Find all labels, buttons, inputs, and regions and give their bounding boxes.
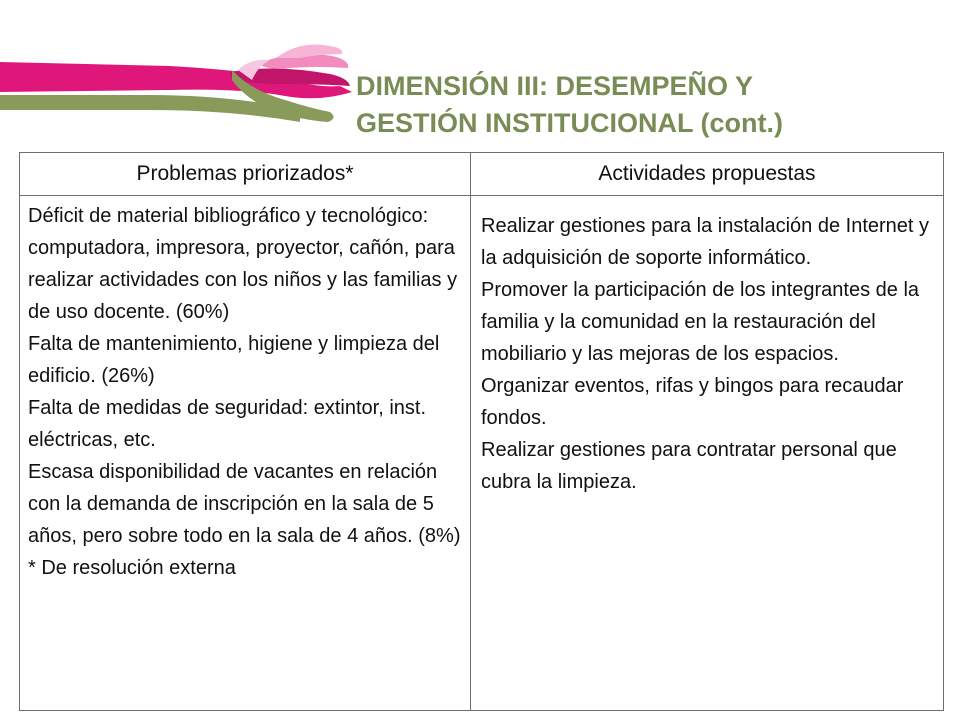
problem-item: Falta de mantenimiento, higiene y limpieza del edificio. (26%) <box>28 333 440 387</box>
header-problems: Problemas priorizados* <box>20 153 471 196</box>
footnote: * De resolución externa <box>28 557 236 579</box>
title-line-2: GESTIÓN INSTITUCIONAL (cont.) <box>356 108 783 138</box>
table-header-row <box>20 153 944 196</box>
problem-item: Déficit de material bibliográfico y tecnológico: computadora, impresora, proyector, cañón, para realizar actividades con los niños y las familias y de uso docente. (60%) <box>28 205 458 323</box>
activity-item: Realizar gestiones para contratar personal que cubra la limpieza. <box>481 439 897 493</box>
page-title <box>356 68 946 142</box>
problem-item: Falta de medidas de seguridad: extintor, inst. eléctricas, etc. <box>28 397 427 451</box>
activities-cell <box>471 196 944 711</box>
problems-cell <box>20 196 471 711</box>
activity-item: Organizar eventos, rifas y bingos para recaudar fondos. <box>481 375 904 429</box>
table-row <box>20 196 944 711</box>
activity-item: Realizar gestiones para la instalación de Internet y la adquisición de soporte informático. <box>481 215 930 269</box>
pink-finger-2 <box>276 45 342 59</box>
ribbon-hands-logo <box>0 0 370 150</box>
activity-item: Promover la participación de los integrantes de la familia y la comunidad en la restauración del mobiliario y las mejoras de los espacios. <box>481 279 920 365</box>
header-activities: Actividades propuestas <box>471 153 944 196</box>
priorities-table <box>19 152 944 711</box>
problem-item: Escasa disponibilidad de vacantes en relación con la demanda de inscripción en la sala de 5 años, pero sobre todo en la sala de 4 años. (8%) <box>28 461 461 547</box>
title-line-1: DIMENSIÓN III: DESEMPEÑO Y <box>356 71 754 101</box>
